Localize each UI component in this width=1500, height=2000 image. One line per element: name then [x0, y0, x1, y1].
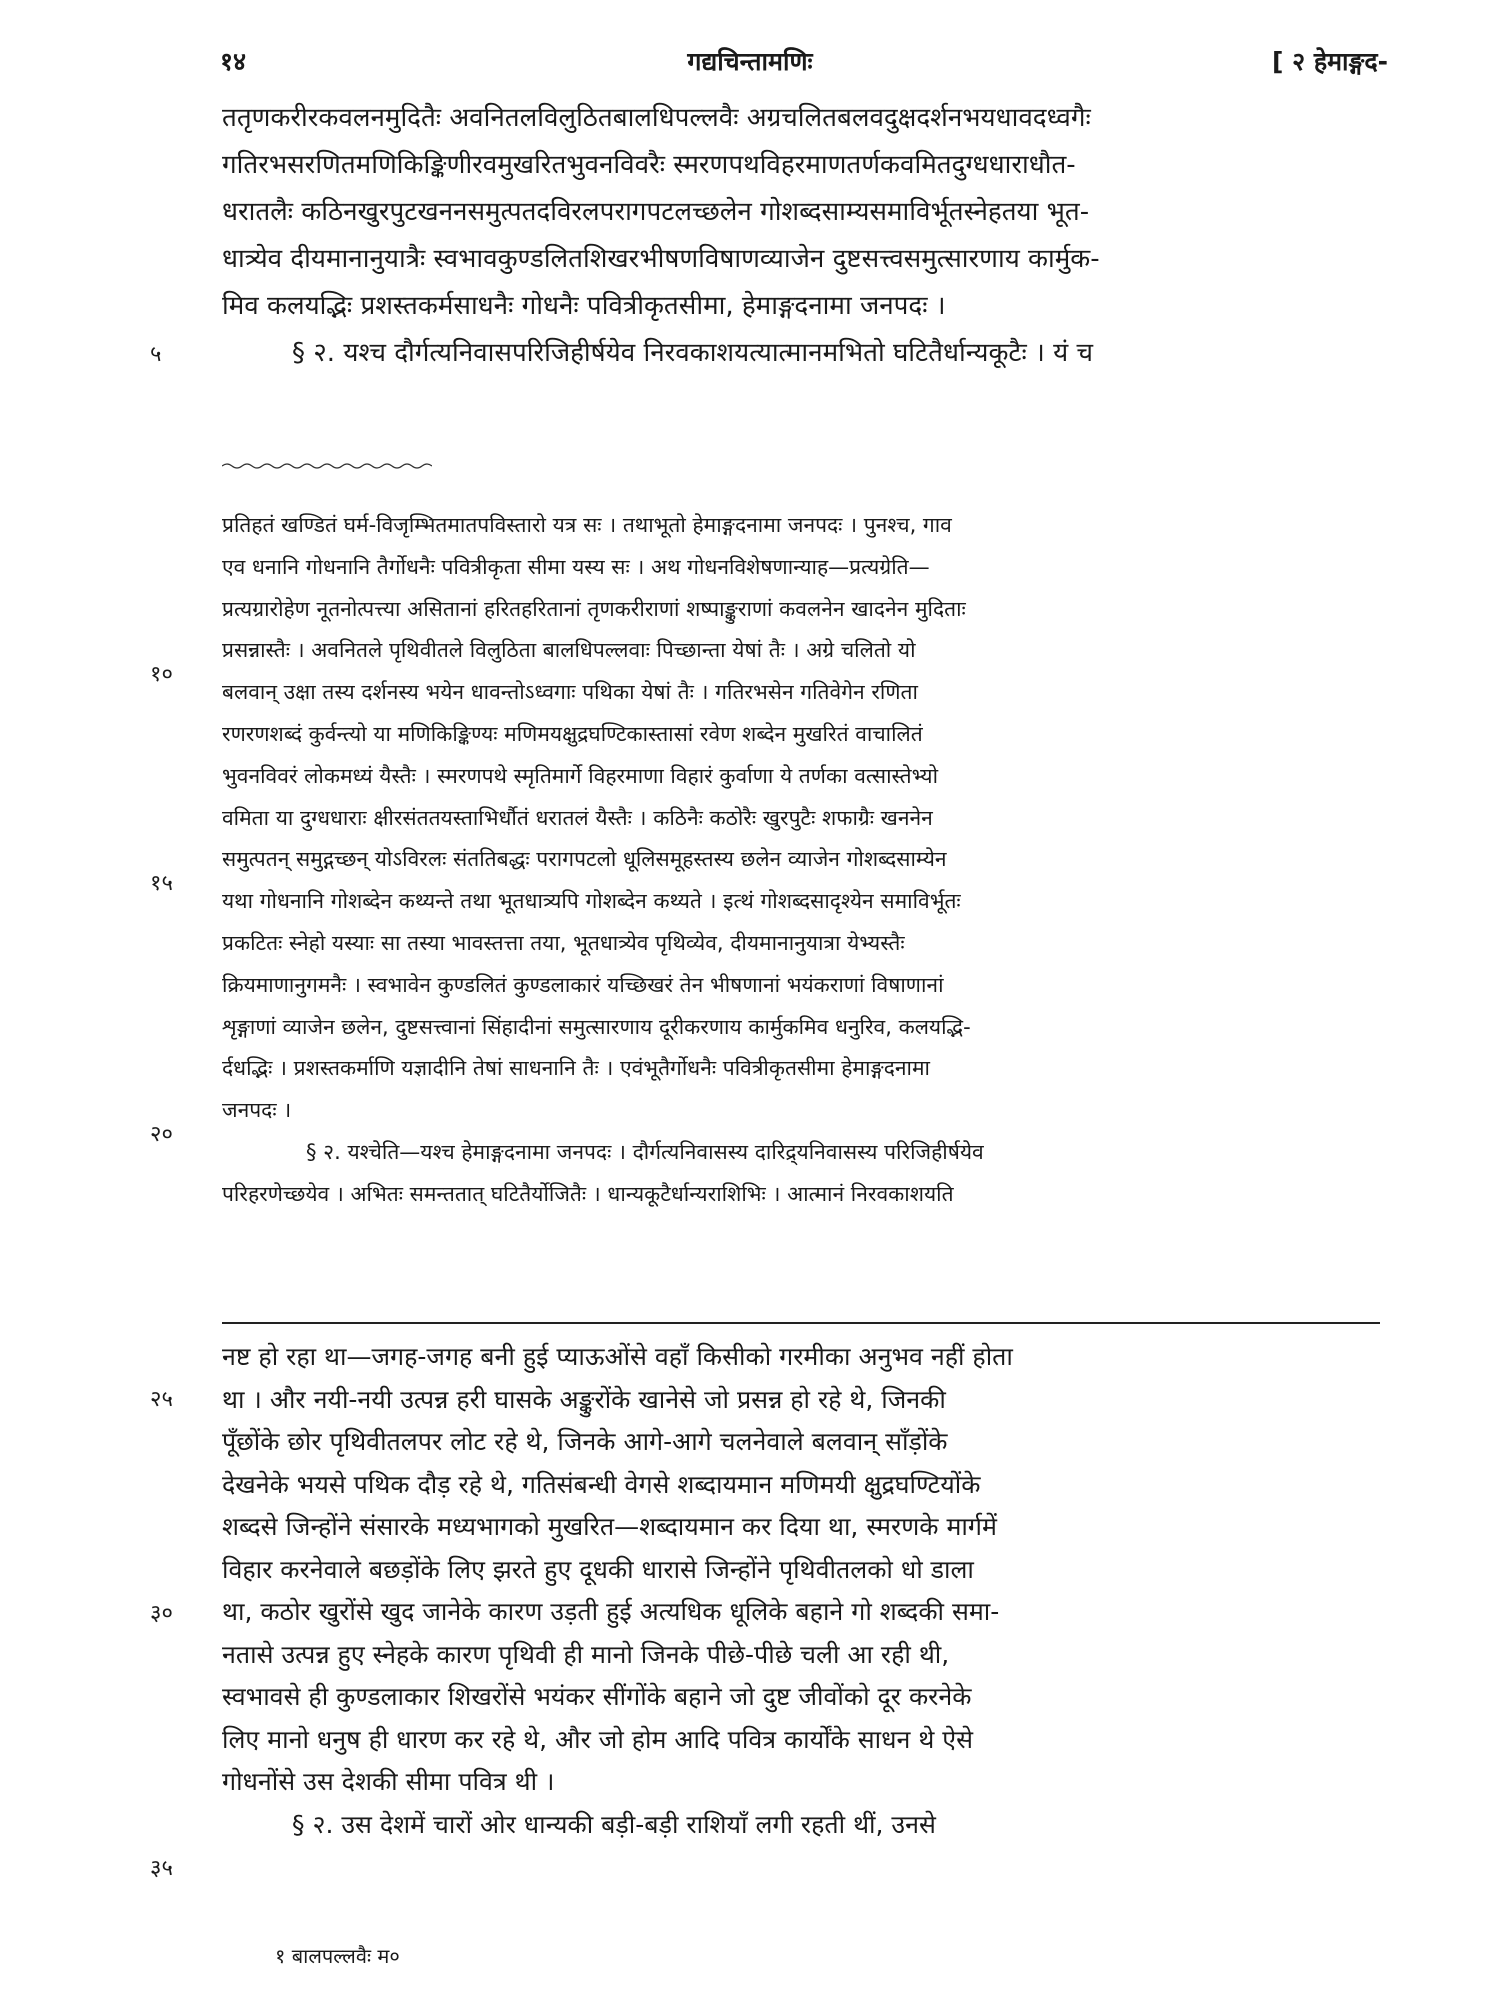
- translation-line: गोधनोंसे उस देशकी सीमा पवित्र थी ।: [222, 1767, 555, 1796]
- commentary-line: प्रकटितः स्नेहो यस्याः सा तस्या भावस्तत्ता तया, भूतधात्र्येव पृथिव्येव, दीयमानानुयात्रा येभ्यस्तैः: [222, 930, 905, 955]
- line-number: ३५: [150, 1856, 173, 1881]
- translation-line: विहार करनेवाले बछड़ोंके लिए झरते हुए दूधकी धारासे जिन्होंने पृथिवीतलको धो डाला: [222, 1554, 974, 1584]
- page-number: १४: [220, 47, 247, 76]
- commentary-line: वमिता या दुग्धधाराः क्षीरसंततयस्ताभिर्धौतं धरातलं यैस्तैः । कठिनैः कठोरैः खुरपुटैः शफाग्रैः खननेन: [222, 805, 933, 830]
- translation-line: था, कठोर खुरोंसे खुद जानेके कारण उड़ती हुई अत्यधिक धूलिके बहाने गो शब्दकी समा-: [222, 1597, 1000, 1626]
- commentary-line: क्रियमाणानुगमनैः । स्वभावेन कुण्डलितं कुण्डलाकारं यच्छिखरं तेन भीषणानां भयंकराणां विषाणानां: [222, 972, 944, 997]
- translation-line: स्वभावसे ही कुण्डलाकार शिखरोंसे भयंकर सींगोंके बहाने जो दुष्ट जीवोंको दूर करनेके: [222, 1682, 972, 1711]
- root-line: ततृणकरीरकवलनमुदितैः अवनितलविलुठितबालधिपल्लवैः अग्रचलितबलवदुक्षदर्शनभयधावदध्वगैः: [222, 103, 1091, 133]
- commentary-line: बलवान् उक्षा तस्य दर्शनस्य भयेन धावन्तोऽध्वगाः पथिका येषां तैः । गतिरभसेन गतिवेगेन रणिता: [222, 680, 918, 705]
- root-line: § २. यश्च दौर्गत्यनिवासपरिजिहीर्षयेव निरवकाशयत्यात्मानमभितो घटितैर्धान्यकूटैः । यं च: [292, 338, 1094, 368]
- commentary-line: प्रसन्नास्तैः । अवनितले पृथिवीतले विलुठिता बालधिपल्लवाः पिच्छान्ता येषां तैः । अग्रे चलितो यो: [222, 638, 916, 663]
- translation-line: नतासे उत्पन्न हुए स्नेहके कारण पृथिवी ही मानो जिनके पीछे-पीछे चली आ रही थी,: [222, 1639, 950, 1669]
- commentary-line: जनपदः ।: [222, 1098, 292, 1123]
- translation-block: [222, 1336, 1380, 1846]
- section-heading: [ २ हेमाङ्गद-: [1271, 47, 1388, 76]
- running-title: गद्यचिन्तामणिः: [687, 47, 813, 76]
- translation-line: था । और नयी-नयी उत्पन्न हरी घासके अङ्कुरोंके खानेसे जो प्रसन्न हो रहे थे, जिनकी: [222, 1384, 946, 1414]
- translation-line: § २. उस देशमें चारों ओर धान्यकी बड़ी-बड़ी राशियाँ लगी रहती थीं, उनसे: [292, 1809, 936, 1839]
- footnote: १ बालपल्लवैः म०: [275, 1944, 400, 1968]
- root-line: मिव कलयद्भिः प्रशस्तकर्मसाधनैः गोधनैः पवित्रीकृतसीमा, हेमाङ्गदनामा जनपदः ।: [222, 291, 946, 321]
- root-text-block: [222, 95, 1380, 377]
- commentary-line: भुवनविवरं लोकमध्यं यैस्तैः । स्मरणपथे स्मृतिमार्गे विहरमाणा विहारं कुर्वाणा ये तर्णका वत्सास्तेभ्यो: [222, 763, 939, 788]
- commentary-line: परिहरणेच्छयेव । अभितः समन्ततात् घटितैर्योजितैः । धान्यकूटैर्धान्यराशिभिः । आत्मानं निरवकाशयति: [222, 1181, 954, 1206]
- root-line: धरातलैः कठिनखुरपुटखननसमुत्पतदविरलपरागपटलच्छलेन गोशब्दसाम्यसमाविर्भूतस्नेहतया भूत-: [222, 197, 1090, 227]
- commentary-line: रणरणशब्दं कुर्वन्त्यो या मणिकिङ्किण्यः मणिमयक्षुद्रघण्टिकास्तासां रवेण शब्देन मुखरितं वाचालितं: [222, 721, 923, 746]
- line-number: १५: [150, 871, 173, 896]
- translation-line: लिए मानो धनुष ही धारण कर रहे थे, और जो होम आदि पवित्र कार्योंके साधन थे ऐसे: [222, 1724, 973, 1754]
- commentary-block: [222, 505, 1380, 1216]
- commentary-line: एव धनानि गोधनानि तैर्गोधनैः पवित्रीकृता सीमा यस्य सः । अथ गोधनविशेषणान्याह—प्रत्यग्रेति—: [222, 554, 930, 579]
- translation-line: देखनेके भयसे पथिक दौड़ रहे थे, गतिसंबन्धी वेगसे शब्दायमान मणिमयी क्षुद्रघण्टियोंके: [222, 1469, 981, 1499]
- commentary-line: प्रत्यग्रारोहेण नूतनोत्पत्त्या असितानां हरितहरितानां तृणकरीराणां शष्पाङ्कुराणां कवलनेन खादनेन मुदिताः: [222, 596, 966, 621]
- section-rule: [222, 1322, 1380, 1324]
- line-number: ५: [150, 342, 162, 367]
- commentary-line: समुत्पतन् समुद्गच्छन् योऽविरलः संततिबद्धः परागपटलो धूलिसमूहस्तस्य छलेन व्याजेन गोशब्दसाम्येन: [222, 847, 947, 872]
- translation-line: नष्ट हो रहा था—जगह-जगह बनी हुई प्याऊओंसे वहाँ किसीको गरमीका अनुभव नहीं होता: [222, 1342, 1013, 1371]
- wavy-divider: [222, 462, 432, 470]
- root-line: धात्र्येव दीयमानानुयात्रैः स्वभावकुण्डलितशिखरभीषणविषाणव्याजेन दुष्टसत्त्वसमुत्सारणाय कार्मुक-: [222, 244, 1100, 274]
- line-number: २५: [150, 1387, 173, 1412]
- commentary-line: प्रतिहतं खण्डितं घर्म-विजृम्भितमातपविस्तारो यत्र सः । तथाभूतो हेमाङ्गदनामा जनपदः । पुनश्च, गाव: [222, 513, 952, 537]
- commentary-line: शृङ्गाणां व्याजेन छलेन, दुष्टसत्त्वानां सिंहादीनां समुत्सारणाय दूरीकरणाय कार्मुकमिव धनुरिव, कलयद्भि-: [222, 1014, 971, 1039]
- commentary-line: यथा गोधनानि गोशब्देन कथ्यन्ते तथा भूतधात्र्यपि गोशब्देन कथ्यते । इत्थं गोशब्दसादृश्येन समाविर्भूतः: [222, 889, 961, 914]
- line-number: १०: [150, 662, 173, 687]
- commentary-line: र्दधद्भिः । प्रशस्तकर्माणि यज्ञादीनि तेषां साधनानि तैः । एवंभूतैर्गोधनैः पवित्रीकृतसीमा हेमाङ्गदनामा: [222, 1056, 930, 1081]
- root-line: गतिरभसरणितमणिकिङ्किणीरवमुखरितभुवनविवरैः स्मरणपथविहरमाणतर्णकवमितदुग्धधाराधौत-: [222, 150, 1076, 180]
- line-number: ३०: [150, 1601, 173, 1626]
- translation-line: पूँछोंके छोर पृथिवीतलपर लोट रहे थे, जिनके आगे-आगे चलनेवाले बलवान् साँड़ोंके: [222, 1427, 948, 1456]
- commentary-line: § २. यश्चेति—यश्च हेमाङ्गदनामा जनपदः । दौर्गत्यनिवासस्य दारिद्र्यनिवासस्य परिजिहीर्षयेव: [306, 1139, 984, 1164]
- line-number: २०: [150, 1122, 173, 1147]
- translation-line: शब्दसे जिन्होंने संसारके मध्यभागको मुखरित—शब्दायमान कर दिया था, स्मरणके मार्गमें: [222, 1512, 997, 1541]
